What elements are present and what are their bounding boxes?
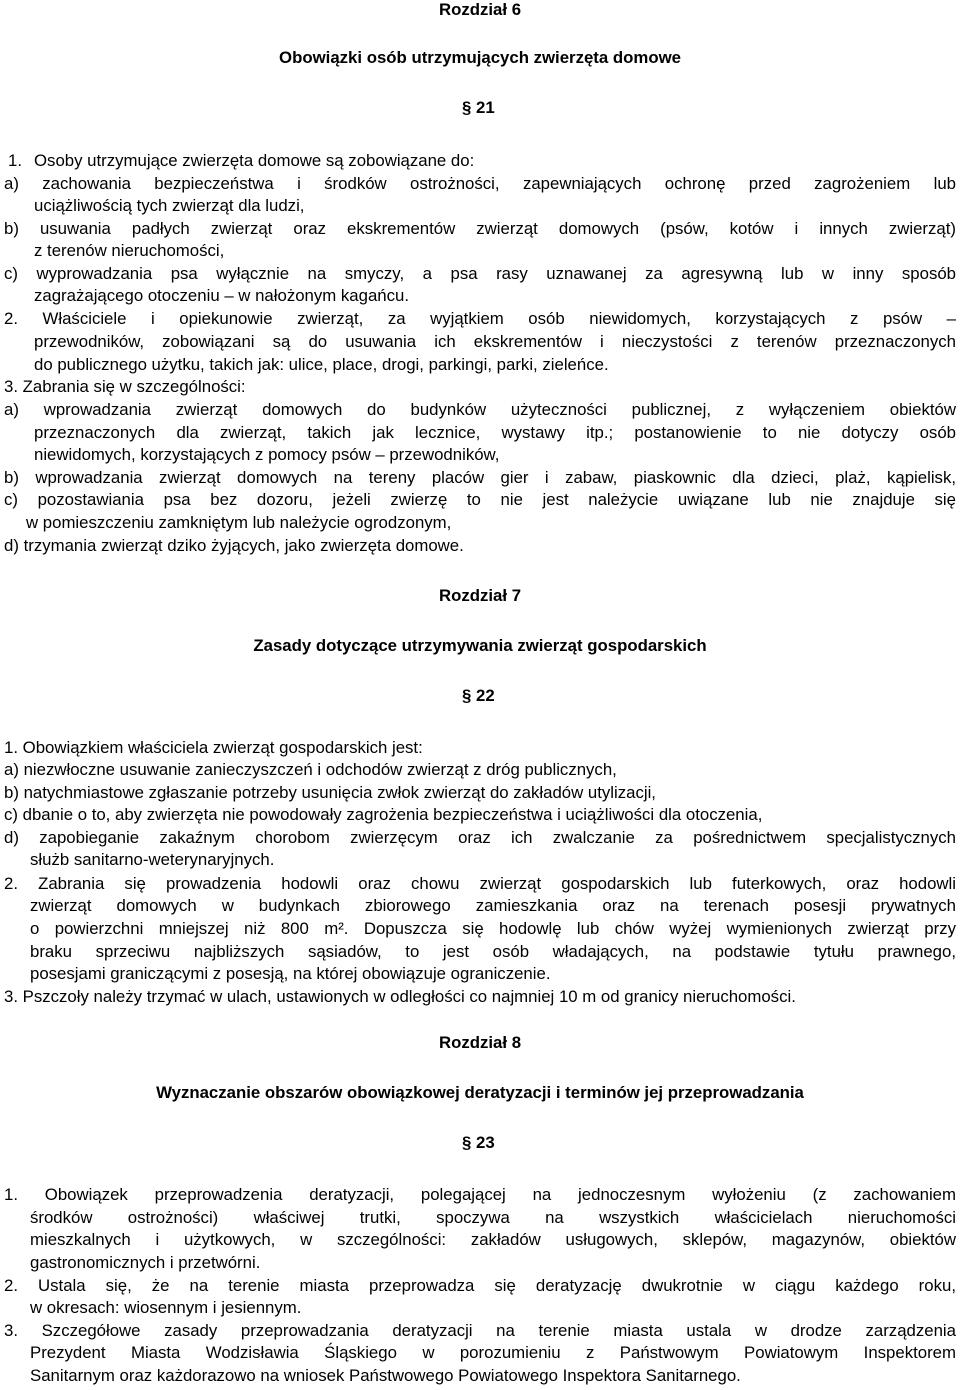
s21-p1-item-a-line2: uciążliwością tych zwierząt dla ludzi,: [34, 196, 305, 215]
s21-p2-line1: 2. Właściciele i opiekunowie zwierząt, za wyjątkiem osób niewidomych, korzystających z psów –: [4, 309, 956, 328]
s21-p3-item-a-line2: przeznaczonych dla zwierząt, takich jak lecznice, wystawy itp.; postanowienie to nie dotyczy osób: [34, 423, 956, 442]
section-22: § 22: [462, 686, 495, 705]
chapter-7-heading: Rozdział 7: [438, 586, 522, 605]
s22-p2-line2: zwierząt domowych w budynkach zbiorowego zamieszkania oraz na terenach posesji prywatnych: [30, 896, 956, 915]
s22-p1-item-c: c) dbanie o to, aby zwierzęta nie powodowały zagrożenia bezpieczeństwa i uciążliwości dla otoczenia,: [4, 805, 763, 824]
s22-p1-intro: 1. Obowiązkiem właściciela zwierząt gospodarskich jest:: [4, 738, 423, 757]
s22-p1-item-a: a) niezwłoczne usuwanie zanieczyszczeń i odchodów zwierząt z dróg publicznych,: [4, 760, 617, 779]
section-22-number: 22: [476, 686, 495, 705]
s23-p2-line2: w okresach: wiosennym i jesiennym.: [30, 1298, 302, 1317]
s21-p1-intro: Osoby utrzymujące zwierzęta domowe są zobowiązane do:: [34, 151, 475, 170]
chapter-6-heading: Rozdział 6: [438, 0, 522, 19]
chapter-6-title: Obowiązki osób utrzymujących zwierzęta domowe: [279, 48, 681, 67]
section-23-number: 23: [476, 1133, 495, 1152]
s21-p3-item-a-line3: niewidomych, korzystających z pomocy psów – przewodników,: [34, 445, 500, 464]
s22-p2-line4: braku sprzeciwu najbliższych sąsiadów, to jest osób władających, na podstawie tytułu prawnego,: [30, 942, 956, 961]
s23-p3-line1: 3. Szczegółowe zasady przeprowadzania deratyzacji na terenie miasta ustala w drodze zarządzenia: [4, 1321, 956, 1340]
s21-p2-line2: przewodników, zobowiązani są do usuwania ich ekskrementów i nieczystości z terenów przeznaczonych: [34, 332, 956, 351]
s22-p1-item-b: b) natychmiastowe zgłaszanie potrzeby usunięcia zwłok zwierząt do zakładów utylizacji,: [4, 783, 656, 802]
chapter-8-heading: Rozdział 8: [438, 1033, 522, 1052]
s21-p1-item-c-line1: c) wyprowadzania psa wyłącznie na smyczy, a psa rasy uznawanej za agresywną lub w inny sposób: [4, 264, 956, 283]
s23-p2-line1: 2. Ustala się, że na terenie miasta przeprowadza się deratyzację dwukrotnie w ciągu każdego roku,: [4, 1276, 956, 1295]
s22-p2-line5: posesjami graniczącymi z posesją, na której obowiązuje ograniczenie.: [30, 964, 551, 983]
section-23: § 23: [462, 1133, 495, 1152]
s21-p1-number: 1.: [8, 151, 22, 170]
s21-p1-item-b-line2: z terenów nieruchomości,: [34, 241, 225, 260]
s21-p1-item-b-line1: b) usuwania padłych zwierząt oraz ekskrementów zwierząt domowych (psów, kotów i innych zwierząt): [4, 219, 956, 238]
s21-p3-item-c-line2: w pomieszczeniu zamkniętym lub należycie ogrodzonym,: [26, 513, 452, 532]
s21-p1-item-a-line1: a) zachowania bezpieczeństwa i środków ostrożności, zapewniających ochronę przed zagrożeniem lub: [4, 174, 956, 193]
s23-p3-line2: Prezydent Miasta Wodzisławia Śląskiego w porozumieniu z Państwowym Powiatowym Inspektorem: [30, 1343, 956, 1362]
s21-p2-line3: do publicznego użytku, takich jak: ulice, place, drogi, parkingi, parki, zieleńce.: [34, 355, 609, 374]
s23-p1-line2: środków ostrożności) właściwej trutki, spoczywa na wszystkich właścicielach nieruchomości: [30, 1208, 956, 1227]
chapter-8-title: Wyznaczanie obszarów obowiązkowej deratyzacji i terminów jej przeprowadzania: [156, 1083, 804, 1102]
s23-p1-line4: gastronomicznych i przetwórni.: [30, 1253, 261, 1272]
s22-p2-line1: 2. Zabrania się prowadzenia hodowli oraz chowu zwierząt gospodarskich lub futerkowych, oraz hodowli: [4, 874, 956, 893]
s22-p3: 3. Pszczoły należy trzymać w ulach, ustawionych w odległości co najmniej 10 m od granicy nieruchomości.: [4, 987, 796, 1006]
s23-p1-line3: mieszkalnych i użytkowych, w szczególności: zakładów usługowych, sklepów, magazynów, obiektów: [30, 1230, 956, 1249]
s22-p2-line3: o powierzchni mniejszej niż 800 m². Dopuszcza się hodowlę lub chów wyżej wymienionych zwierząt przy: [30, 919, 956, 938]
s23-p3-line3: Sanitarnym oraz każdorazowo na wniosek Państwowego Powiatowego Inspektora Sanitarnego.: [30, 1366, 741, 1385]
s21-p1-item-c-line2: zagrażającego otoczeniu – w nałożonym kagańcu.: [34, 286, 410, 305]
s22-p1-item-d-line2: służb sanitarno-weterynaryjnych.: [30, 850, 275, 869]
s21-p3-item-d-line1: d) trzymania zwierząt dziko żyjących, jako zwierzęta domowe.: [4, 536, 464, 555]
section-21: § 21: [462, 98, 495, 117]
s21-p3-item-a-line1: a) wprowadzania zwierząt domowych do budynków użyteczności publicznej, z wyłączeniem obiektów: [4, 400, 956, 419]
s22-p1-item-d-line1: d) zapobieganie zakaźnym chorobom zwierzęcym oraz ich zwalczanie za pośrednictwem specjalistycznych: [4, 828, 956, 847]
chapter-7-title: Zasady dotyczące utrzymywania zwierząt gospodarskich: [253, 636, 707, 655]
s21-p3-item-b-line1: b) wprowadzania zwierząt domowych na tereny placów gier i zabaw, piaskownic dla dzieci, plaż, kąpielisk,: [4, 468, 956, 487]
section-21-number: 21: [476, 98, 495, 117]
s21-p3-item-c-line1: c) pozostawiania psa bez dozoru, jeżeli zwierzę to nie jest należycie uwiązane lub nie znajduje się: [4, 490, 956, 509]
s23-p1-line1: 1. Obowiązek przeprowadzenia deratyzacji, polegającej na jednoczesnym wyłożeniu (z zachowaniem: [4, 1185, 956, 1204]
s21-p3-intro: 3. Zabrania się w szczególności:: [4, 377, 246, 396]
